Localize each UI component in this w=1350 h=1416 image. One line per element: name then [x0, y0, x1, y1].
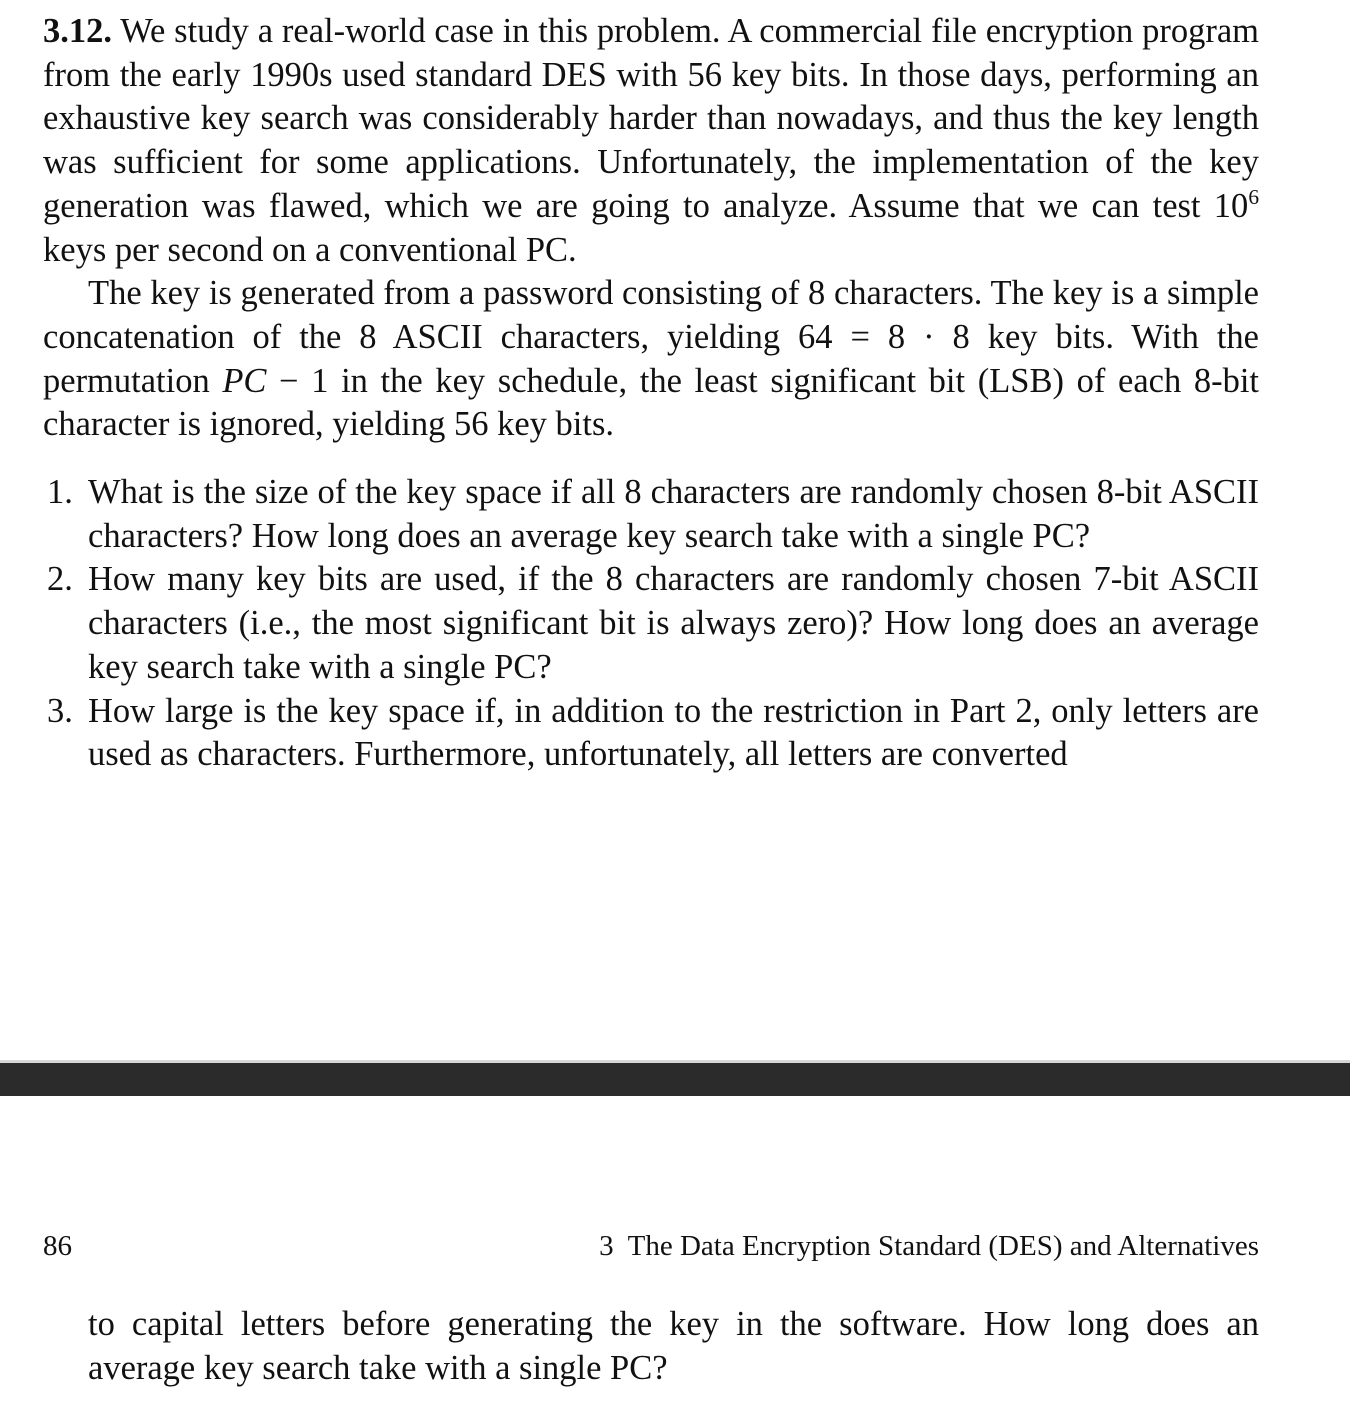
chapter-title: The Data Encryption Standard (DES) and Alternatives — [627, 1230, 1259, 1262]
running-head — [43, 1228, 1259, 1264]
question-item — [43, 471, 1259, 558]
question-list — [43, 471, 1259, 777]
problem-number: 3.12. — [43, 12, 112, 50]
problem-paragraph-1 — [43, 10, 1259, 272]
question-text: How many key bits are used, if the 8 characters are randomly chosen 7-bit ASCII characters (i.e., the most significant bit is always zero)? How long does an average key search take with a single PC? — [88, 560, 1259, 686]
problem-text-part-2: keys per second on a conventional PC. — [43, 230, 577, 269]
problem-text-part-1: We study a real-world case in this problem. A commercial file encryption program from the early 1990s used standard DES with 56 key bits. In those days, performing an exhaustive key search was considerably harder than nowadays, and thus the key length was sufficient for some applications. Unfortunately, the implementation of the key generation was flawed, which we are going to analyze. Assume that we can test 10 — [43, 12, 1259, 225]
problem-paragraph-2 — [43, 272, 1259, 447]
question-number: 1. — [47, 473, 73, 511]
question-item — [43, 690, 1259, 777]
paragraph-2-text-part-2: − 1 in the key schedule, the least significant bit (LSB) of each 8-bit character is ignored, yielding 56 key bits. — [43, 361, 1259, 444]
question-item — [43, 558, 1259, 689]
page-number: 86 — [43, 1230, 72, 1262]
question-3-continuation: to capital letters before generating the key in the software. How long does an average key search take with a single PC? — [88, 1305, 1259, 1387]
question-text: How large is the key space if, in addition to the restriction in Part 2, only letters are used as characters. Furthermore, unfortunately, all letters are converted — [88, 691, 1259, 774]
paragraph-2-text-part-1: The key is generated from a password consisting of 8 characters. The key is a simple concatenation of the 8 ASCII characters, yielding 64 = 8 · 8 key bits. With the permutation — [43, 274, 1259, 400]
chapter-number: 3 — [599, 1230, 614, 1262]
page-divider — [0, 1060, 1350, 1096]
question-number: 3. — [47, 691, 73, 730]
problem-statement — [43, 10, 1259, 447]
pc-symbol: PC — [222, 361, 267, 400]
question-text: What is the size of the key space if all 8 characters are randomly chosen 8-bit ASCII characters? How long does an average key search take with a single PC? — [88, 473, 1259, 555]
question-number: 2. — [47, 560, 73, 599]
running-title — [599, 1228, 1259, 1264]
exponent: 6 — [1248, 184, 1259, 209]
